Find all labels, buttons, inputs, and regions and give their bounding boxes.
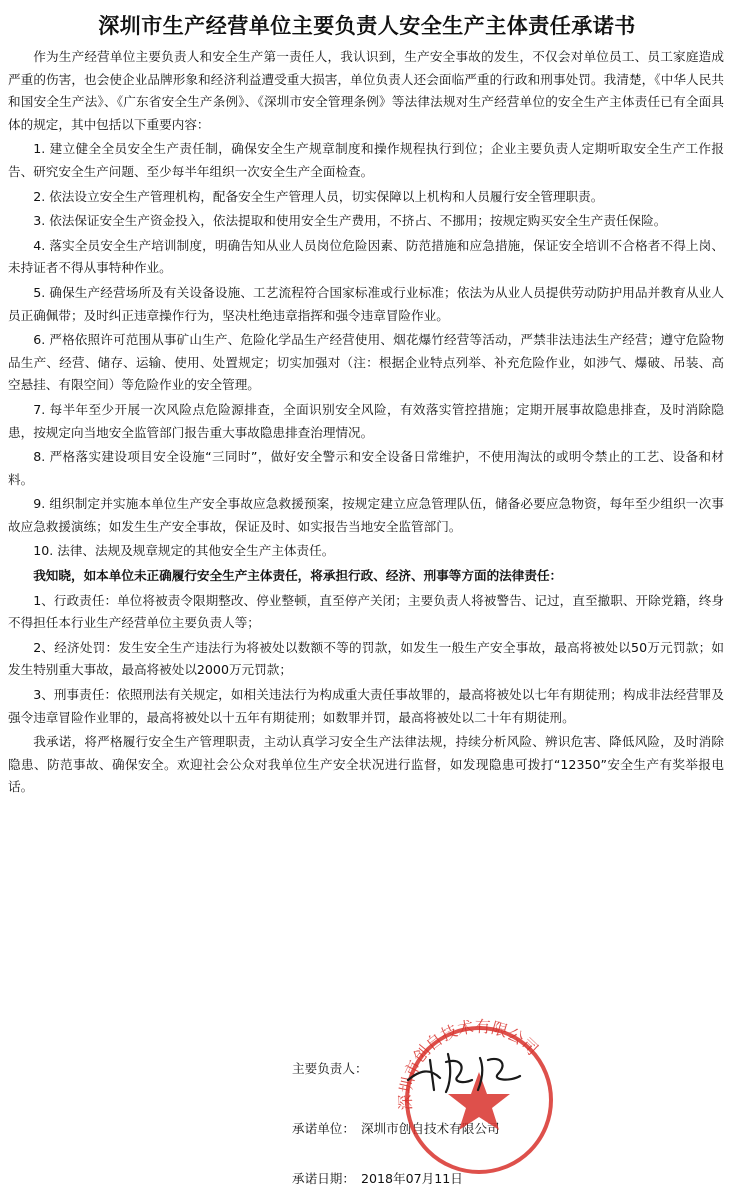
intro-paragraph: 作为生产经营单位主要负责人和安全生产第一责任人，我认识到，生产安全事故的发生，不仅会对单位员工、员工家庭造成严重的伤害，也会使企业品牌形象和经济利益遭受重大损害，单位负责人还会面临严重的行政和刑事处罚。我清楚，《中华人民共和国安全生产法》、《广东省安全生产条例》、《深圳市安全管理条例》等法律法规对生产经营单位的安全生产主体责任已有全面具体的规定，其中包括以下重要内容： (8, 49, 724, 132)
unit-value: 深圳市创自技术有限公司 (360, 1121, 500, 1136)
date-value: 2018年07月11日 (360, 1171, 463, 1186)
commitment-paragraph: 我承诺，将严格履行安全生产管理职责，主动认真学习安全生产法律法规，持续分析风险、辨识危害、降低风险，及时消除隐患、防范事故、确保安全。欢迎社会公众对我单位生产安全状况进行监督，如发现隐患可拨打“12350”安全生产有奖举报电话。 (8, 734, 724, 795)
liability-administrative: 1、行政责任：单位将被责令限期整改、停业整顿，直至停产关闭；主要负责人将被警告、记过，直至撤职、开除党籍，终身不得担任本行业生产经营单位主要负责人等； (8, 592, 724, 631)
clause-3: 3. 依法保证安全生产资金投入，依法提取和使用安全生产费用，不挤占、不挪用；按规定购买安全生产责任保险。 (33, 213, 667, 229)
seal-text: 深圳市创自技术有限公司 (395, 1016, 542, 1111)
clause-2: 2. 依法设立安全生产管理机构，配备安全生产管理人员，切实保障以上机构和人员履行安全管理职责。 (33, 188, 604, 204)
clause-6: 6. 严格依照许可范围从事矿山生产、危险化学品生产经营使用、烟花爆竹经营等活动，严禁非法违法生产经营；遵守危险物品生产、经营、储存、运输、使用、处置规定；切实加强对（注：根据企业特点列举、补充危险作业，如涉气、爆破、吊装、高空悬挂、有限空间）等危险作业的安全管理。 (8, 332, 724, 393)
principal-label: 主要负责人： (292, 1061, 368, 1076)
liability-criminal: 3、刑事责任：依照刑法有关规定，如相关违法行为构成重大责任事故罪的，最高将被处以七年有期徒刑；构成非法经营罪及强令违章冒险作业罪的，最高将被处以十五年有期徒刑；如数罪并罚，最高将被处以二十年有期徒刑。 (8, 687, 724, 725)
clause-7: 7. 每半年至少开展一次风险点危险源排查，全面识别安全风险，有效落实管控措施；定期开展事故隐患排查，及时消除隐患，按规定向当地安全监管部门报告重大事故隐患排查治理情况。 (8, 401, 724, 440)
clause-1: 1. 建立健全全员安全生产责任制，确保安全生产规章制度和操作规程执行到位；企业主要负责人定期听取安全生产工作报告、研究安全生产问题、至少每半年组织一次安全生产全面检查。 (8, 141, 724, 179)
clause-10: 10. 法律、法规及规章规定的其他安全生产主体责任。 (33, 543, 335, 559)
liability-economic: 2、经济处罚：发生安全生产违法行为将被处以数额不等的罚款，如发生一般生产安全事故，最高将被处以50万元罚款；如发生特别重大事故，最高将被处以2000万元罚款； (8, 639, 724, 678)
handwritten-signature (400, 1040, 540, 1100)
clause-5: 5. 确保生产经营场所及有关设备设施、工艺流程符合国家标准或行业标准；依法为从业人员提供劳动防护用品并教育从业人员正确佩带；及时纠正违章操作行为，坚决杜绝违章指挥和强令违章冒险作业。 (8, 284, 724, 323)
unit-label: 承诺单位： (292, 1121, 355, 1136)
date-label: 承诺日期： (292, 1171, 355, 1186)
principal-line (292, 1058, 368, 1077)
clause-4: 4. 落实全员安全生产培训制度，明确告知从业人员岗位危险因素、防范措施和应急措施，保证安全培训不合格者不得上岗、未持证者不得从事特种作业。 (8, 237, 724, 276)
clause-9: 9. 组织制定并实施本单位生产安全事故应急救援预案，按规定建立应急管理队伍，储备必要应急物资，每年至少组织一次事故应急救援演练；如发生生产安全事故，保证及时、如实报告当地安全监管部门。 (8, 496, 724, 534)
liability-heading: 我知晓，如本单位未正确履行安全生产主体责任，将承担行政、经济、刑事等方面的法律责任： (33, 568, 563, 584)
document-body (8, 46, 724, 801)
document-title: 深圳市生产经营单位主要负责人安全生产主体责任承诺书 (98, 14, 636, 38)
clause-8: 8. 严格落实建设项目安全设施“三同时”，做好安全警示和安全设备日常维护，不使用淘汰的或明令禁止的工艺、设备和材料。 (8, 449, 724, 487)
